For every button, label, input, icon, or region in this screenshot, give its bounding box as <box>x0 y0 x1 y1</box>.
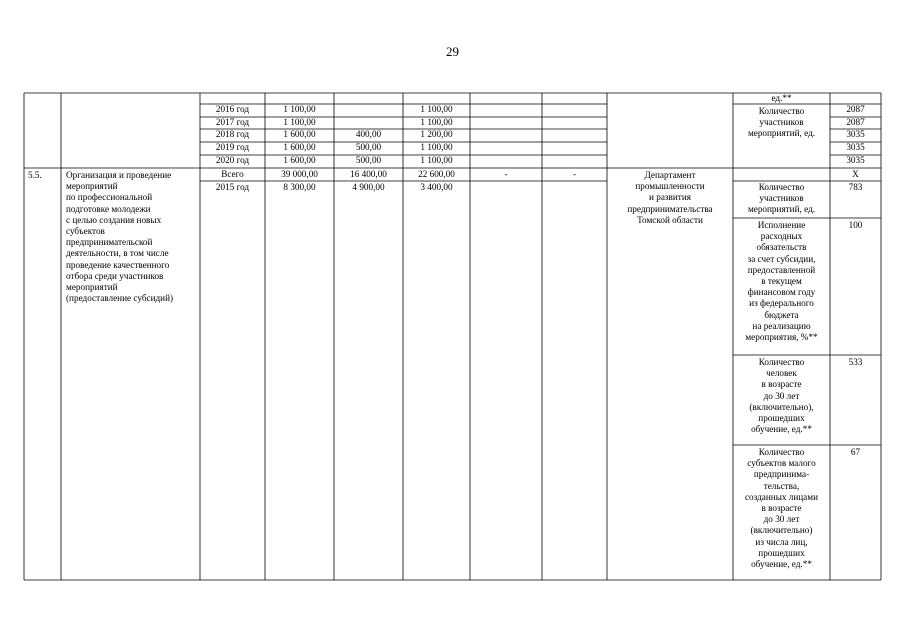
text-line: предпринимательства <box>627 203 713 214</box>
total-cell: 39 000,00 <box>281 169 318 179</box>
year-cell: 2019 год <box>215 142 250 152</box>
indicator-value-cell: 3035 <box>846 142 865 152</box>
text-line: Исполнение <box>757 220 806 230</box>
text-line: Департамент <box>644 170 696 180</box>
text-line: субъектов <box>66 226 105 237</box>
text-line: участников <box>759 193 804 204</box>
regional-cell: 1 100,00 <box>420 155 453 165</box>
text-line: в возрасте <box>761 379 802 390</box>
text-line: субъектов малого <box>747 458 816 469</box>
text-line: обучение, ед.** <box>751 559 812 570</box>
text-line: по профессиональной <box>66 192 153 203</box>
indicator-3-name <box>733 357 830 435</box>
year-cell: 2015 год <box>215 182 250 192</box>
text-line: тельства, <box>763 480 800 491</box>
text-line: из числа лиц, <box>755 536 808 547</box>
page-number: 29 <box>446 44 459 59</box>
total-cell: 1 600,00 <box>283 155 316 165</box>
text-line: прошедших <box>758 413 805 424</box>
indicator-value-cell: 2087 <box>846 117 865 127</box>
text-line: отбора среди участников <box>66 270 164 281</box>
prev-indicator-tail: ед.** <box>771 93 792 103</box>
indicator-2-value: 100 <box>848 220 863 230</box>
indicator-2-name <box>733 220 830 343</box>
indicator-value-cell: 3035 <box>846 129 865 139</box>
total-cell: 1 100,00 <box>283 104 316 114</box>
text-line: промышленности <box>635 181 705 192</box>
item-number: 5.5. <box>28 170 42 180</box>
total-cell: 1 600,00 <box>283 142 316 152</box>
text-line: предпринимательской <box>66 237 153 248</box>
text-line: (предоставление субсидий) <box>66 293 174 304</box>
indicator-value-cell: 2087 <box>846 104 865 114</box>
regional-cell: 1 100,00 <box>420 104 453 114</box>
indicator-1-name <box>733 182 830 216</box>
regional-cell: 22 600,00 <box>418 169 455 179</box>
text-line: в текущем <box>761 276 802 287</box>
year-cell: Всего <box>221 169 244 179</box>
regional-cell: 3 400,00 <box>420 182 453 192</box>
local-cell: - <box>504 169 508 179</box>
total-value-cell: Х <box>852 169 859 179</box>
text-line: Количество <box>758 106 805 116</box>
text-line: прошедших <box>758 547 805 558</box>
text-line: обучение, ед.** <box>751 424 812 435</box>
federal-cell: 16 400,00 <box>350 169 387 179</box>
item-name <box>66 170 200 304</box>
federal-cell: 4 900,00 <box>352 182 385 192</box>
indicator-4-name <box>733 447 830 570</box>
total-cell: 1 600,00 <box>283 129 316 139</box>
indicator-4-value: 67 <box>850 447 861 457</box>
text-line: Количество <box>758 447 805 457</box>
text-line: и развития <box>649 192 691 203</box>
text-line: Организация и проведение <box>66 170 172 180</box>
other-cell: - <box>572 169 577 179</box>
year-cell: 2016 год <box>215 104 250 114</box>
text-line: деятельности, в том числе <box>66 248 169 259</box>
text-line: до 30 лет <box>763 514 800 525</box>
text-line: финансовом году <box>747 287 816 298</box>
text-line: обязательств <box>756 242 807 253</box>
prev-indicator-name <box>733 106 830 140</box>
text-line: мероприятия, %** <box>745 332 818 343</box>
text-line: Томской области <box>637 214 703 225</box>
text-line: (включительно) <box>750 525 813 536</box>
text-line: из федерального <box>749 298 814 309</box>
regional-cell: 1 200,00 <box>420 129 453 139</box>
text-line: с целью создания новых <box>66 214 162 225</box>
text-line: Количество <box>758 182 805 192</box>
indicator-3-value: 533 <box>848 357 863 367</box>
text-line: в возрасте <box>761 503 802 514</box>
text-line: мероприятий <box>66 181 118 192</box>
text-line: человек <box>766 368 797 379</box>
total-cell: 8 300,00 <box>283 182 316 192</box>
text-line: (включительно), <box>749 401 814 412</box>
regional-cell: 1 100,00 <box>420 142 453 152</box>
text-line: расходных <box>760 231 803 242</box>
text-line: мероприятий, ед. <box>747 204 816 215</box>
year-cell: 2018 год <box>215 129 250 139</box>
text-line: мероприятий <box>66 282 118 293</box>
total-cell: 1 100,00 <box>283 117 316 127</box>
text-line: на реализацию <box>752 320 811 331</box>
federal-cell: 400,00 <box>355 129 382 139</box>
text-line: бюджета <box>764 309 799 320</box>
text-line: до 30 лет <box>763 390 800 401</box>
item-executor <box>607 170 733 226</box>
text-line: мероприятий, ед. <box>747 128 816 139</box>
text-line: участников <box>759 117 804 128</box>
text-line: Количество <box>758 357 805 367</box>
text-line: предоставленной <box>747 264 816 275</box>
indicator-1-value: 783 <box>848 182 863 192</box>
indicator-value-cell: 3035 <box>846 155 865 165</box>
text-line: созданных лицами <box>744 491 818 502</box>
federal-cell: 500,00 <box>355 142 382 152</box>
text-line: предпринима- <box>753 469 810 480</box>
year-cell: 2020 год <box>215 155 250 165</box>
regional-cell: 1 100,00 <box>420 117 453 127</box>
text-line: за счет субсидии, <box>747 253 816 264</box>
text-line: проведение качественного <box>66 259 170 270</box>
federal-cell: 500,00 <box>355 155 382 165</box>
text-line: подготовке молодежи <box>66 203 151 214</box>
year-cell: 2017 год <box>215 117 250 127</box>
